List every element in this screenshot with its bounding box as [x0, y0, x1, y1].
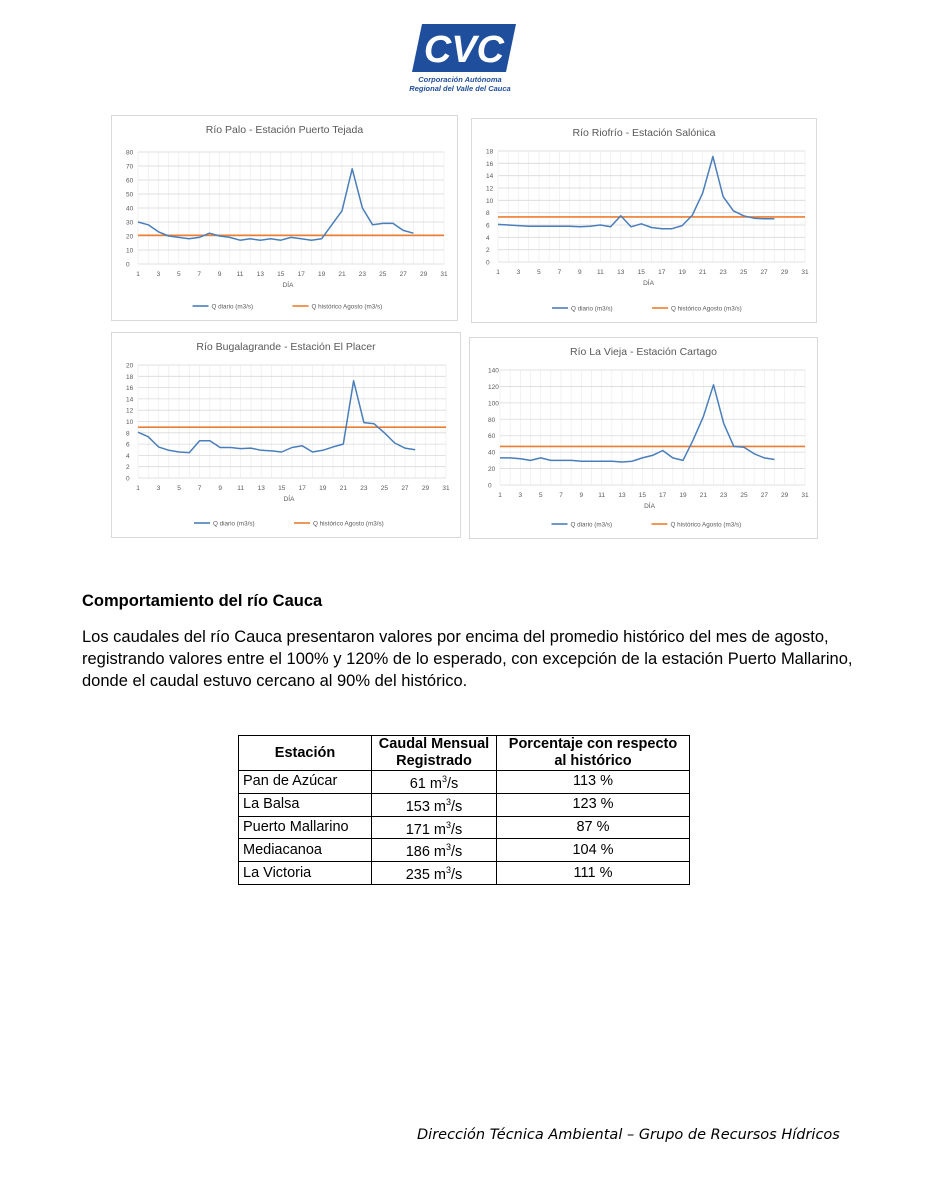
x-tick-label: 13	[257, 485, 265, 492]
legend-label-historic: Q histórico Agosto (m3/s)	[311, 303, 383, 311]
logo-subtitle: Corporación Autónoma Regional del Valle del Cauca	[409, 75, 511, 93]
cell-percentage: 104 %	[497, 839, 690, 862]
x-tick-label: 15	[637, 269, 645, 276]
chart-rio-riofrio-svg	[472, 119, 816, 322]
series-line-daily	[498, 157, 774, 229]
y-tick-label: 140	[488, 367, 499, 375]
x-tick-label: 27	[401, 485, 409, 492]
x-tick-label: 21	[338, 271, 346, 278]
x-tick-label: 15	[638, 492, 646, 499]
x-axis-label: DÍA	[282, 282, 294, 289]
x-tick-label: 17	[659, 492, 667, 499]
x-tick-label: 27	[760, 269, 768, 276]
x-tick-label: 19	[678, 269, 686, 276]
x-tick-label: 1	[496, 269, 500, 276]
x-tick-label: 21	[339, 485, 347, 492]
cell-percentage: 113 %	[497, 771, 690, 794]
series-line-daily	[138, 381, 415, 453]
table-header-row	[239, 736, 690, 771]
x-tick-label: 17	[658, 269, 666, 276]
x-tick-label: 23	[719, 269, 727, 276]
x-tick-label: 5	[177, 485, 181, 492]
cell-percentage: 111 %	[497, 862, 690, 885]
chart-title: Río Riofrío - Estación Salónica	[572, 127, 716, 139]
x-tick-label: 11	[598, 492, 606, 499]
y-tick-label: 6	[126, 441, 130, 449]
x-tick-label: 7	[197, 485, 202, 492]
x-axis-label: DÍA	[643, 280, 654, 287]
x-tick-label: 19	[317, 271, 326, 278]
x-tick-label: 27	[399, 271, 407, 278]
chart-title: Río Bugalagrande - Estación El Placer	[196, 341, 376, 353]
y-tick-label: 100	[488, 400, 499, 408]
x-tick-label: 29	[421, 485, 430, 492]
cell-percentage: 123 %	[497, 793, 690, 816]
legend-label-historic: Q histórico Agosto (m3/s)	[670, 521, 742, 529]
legend-label-daily: Q diario (m3/s)	[211, 303, 254, 311]
y-tick-label: 50	[126, 191, 134, 199]
y-tick-label: 80	[488, 416, 496, 424]
y-tick-label: 60	[488, 433, 496, 441]
x-tick-label: 13	[618, 492, 626, 499]
header-station: Estación	[239, 736, 372, 771]
x-tick-label: 1	[498, 492, 502, 499]
cell-flow: 61 $m^3/s$	[372, 771, 497, 794]
table-row	[239, 816, 690, 839]
y-tick-label: 12	[486, 185, 494, 193]
x-tick-label: 15	[278, 485, 286, 492]
y-tick-label: 70	[126, 163, 134, 171]
x-tick-label: 3	[516, 269, 521, 276]
x-tick-label: 9	[578, 269, 582, 276]
y-tick-label: 60	[126, 177, 134, 185]
y-tick-label: 30	[126, 219, 134, 227]
x-tick-label: 29	[780, 269, 789, 276]
x-tick-label: 31	[442, 485, 450, 492]
y-tick-label: 0	[126, 475, 130, 483]
chart-title: Río Palo - Estación Puerto Tejada	[205, 124, 364, 136]
section-paragraph: Los caudales del río Cauca presentaron valores por encima del promedio histórico del mes de agosto, registrando valores entre el 100% y 120% de lo esperado, con excepción de la estación Puerto Mallarino, donde el caudal estuvo cercano al 90% del histórico.	[82, 628, 853, 690]
cell-flow: 235 $m^3/s$	[372, 862, 497, 885]
x-tick-label: 1	[136, 485, 140, 492]
chart-rio-la-vieja	[469, 337, 818, 539]
y-tick-label: 20	[126, 233, 134, 241]
x-tick-label: 1	[136, 271, 140, 278]
x-tick-label: 13	[617, 269, 625, 276]
table-row	[239, 839, 690, 862]
y-tick-label: 40	[126, 205, 134, 213]
y-tick-label: 0	[488, 482, 492, 490]
section-title: Comportamiento del río Cauca	[82, 592, 323, 610]
y-tick-label: 8	[126, 430, 130, 438]
y-tick-label: 16	[126, 385, 134, 393]
y-tick-label: 10	[126, 419, 134, 426]
y-tick-label: 4	[486, 234, 490, 242]
x-axis-label: DÍA	[644, 503, 655, 510]
x-tick-label: 19	[319, 485, 327, 492]
chart-rio-riofrio	[471, 118, 817, 323]
cell-station: Mediacanoa	[239, 839, 372, 862]
x-tick-label: 23	[358, 271, 367, 278]
x-tick-label: 23	[360, 485, 368, 492]
cell-station: La Victoria	[239, 862, 372, 885]
x-tick-label: 29	[781, 492, 789, 499]
legend-label-daily: Q diario (m3/s)	[571, 305, 613, 313]
x-tick-label: 11	[237, 485, 245, 492]
y-tick-label: 20	[126, 362, 134, 370]
chart-rio-palo-svg	[112, 116, 457, 320]
x-tick-label: 7	[557, 269, 562, 276]
y-tick-label: 14	[126, 396, 134, 404]
x-axis-label: DÍA	[283, 496, 295, 503]
chart-rio-bugalagrande-svg	[112, 333, 460, 537]
cell-station: Pan de Azúcar	[239, 771, 372, 794]
x-tick-label: 23	[720, 492, 728, 499]
y-tick-label: 120	[488, 383, 499, 391]
y-tick-label: 10	[126, 247, 134, 255]
cauca-flow-table	[238, 735, 690, 885]
y-tick-label: 6	[486, 222, 490, 230]
x-tick-label: 25	[740, 492, 748, 499]
x-tick-label: 29	[419, 271, 428, 278]
x-tick-label: 27	[760, 492, 768, 499]
header-percentage: Porcentaje con respecto al histórico	[497, 736, 690, 771]
x-tick-label: 21	[699, 269, 707, 276]
x-tick-label: 5	[176, 271, 181, 278]
x-tick-label: 31	[801, 269, 809, 276]
x-tick-label: 25	[379, 271, 387, 278]
table-row	[239, 771, 690, 794]
table-row	[239, 862, 690, 885]
y-tick-label: 18	[486, 148, 494, 156]
x-tick-label: 7	[559, 492, 563, 499]
x-tick-label: 31	[440, 271, 448, 278]
cell-station: Puerto Mallarino	[239, 816, 372, 839]
y-tick-label: 16	[486, 160, 494, 168]
y-tick-label: 0	[126, 261, 130, 269]
x-tick-label: 13	[256, 271, 265, 278]
chart-title: Río La Vieja - Estación Cartago	[570, 346, 717, 358]
cell-station: La Balsa	[239, 793, 372, 816]
x-tick-label: 31	[801, 492, 809, 499]
y-tick-label: 14	[486, 173, 494, 181]
series-line-daily	[500, 385, 775, 462]
series-line-daily	[138, 169, 413, 240]
chart-rio-bugalagrande	[111, 332, 461, 538]
x-tick-label: 11	[236, 271, 244, 278]
x-tick-label: 9	[218, 485, 222, 492]
y-tick-label: 18	[126, 373, 134, 381]
x-tick-label: 21	[699, 492, 707, 499]
legend-label-historic: Q histórico Agosto (m3/s)	[671, 305, 742, 313]
logo-text: CVC	[423, 29, 505, 71]
legend-label-daily: Q diario (m3/s)	[213, 520, 255, 528]
x-tick-label: 9	[579, 492, 584, 499]
x-tick-label: 3	[156, 271, 161, 278]
y-tick-label: 0	[486, 259, 490, 267]
chart-rio-la-vieja-svg	[470, 338, 817, 538]
cell-flow: 153 $m^3/s$	[372, 793, 497, 816]
y-tick-label: 40	[488, 449, 496, 457]
y-tick-label: 2	[126, 464, 130, 472]
y-tick-label: 10	[486, 197, 494, 205]
x-tick-label: 15	[277, 271, 285, 278]
y-tick-label: 80	[126, 149, 134, 157]
header-flow: Caudal Mensual Registrado	[372, 736, 497, 771]
table-row	[239, 793, 690, 816]
legend-label-daily: Q diario (m3/s)	[570, 521, 613, 529]
cell-flow: 186 $m^3/s$	[372, 839, 497, 862]
x-tick-label: 25	[380, 485, 389, 492]
x-tick-label: 17	[298, 485, 306, 492]
x-tick-label: 9	[217, 271, 222, 278]
x-tick-label: 7	[197, 271, 202, 278]
x-tick-label: 17	[297, 271, 305, 278]
y-tick-label: 8	[486, 210, 490, 218]
y-tick-label: 2	[486, 247, 490, 255]
cell-percentage: 87 %	[497, 816, 690, 839]
x-tick-label: 5	[538, 492, 543, 499]
chart-rio-palo	[111, 115, 458, 321]
legend-label-historic: Q histórico Agosto (m3/s)	[313, 520, 384, 528]
y-tick-label: 20	[488, 466, 496, 474]
x-tick-label: 3	[518, 492, 523, 499]
x-tick-label: 19	[679, 492, 687, 499]
y-tick-label: 4	[126, 452, 130, 460]
x-tick-label: 11	[596, 269, 604, 276]
y-tick-label: 12	[126, 407, 134, 415]
x-tick-label: 5	[537, 269, 541, 276]
x-tick-label: 25	[739, 269, 748, 276]
page-footer: Dirección Técnica Ambiental – Grupo de Recursos Hídricos	[417, 1127, 840, 1143]
x-tick-label: 3	[156, 485, 161, 492]
cell-flow: 171 $m^3/s$	[372, 816, 497, 839]
